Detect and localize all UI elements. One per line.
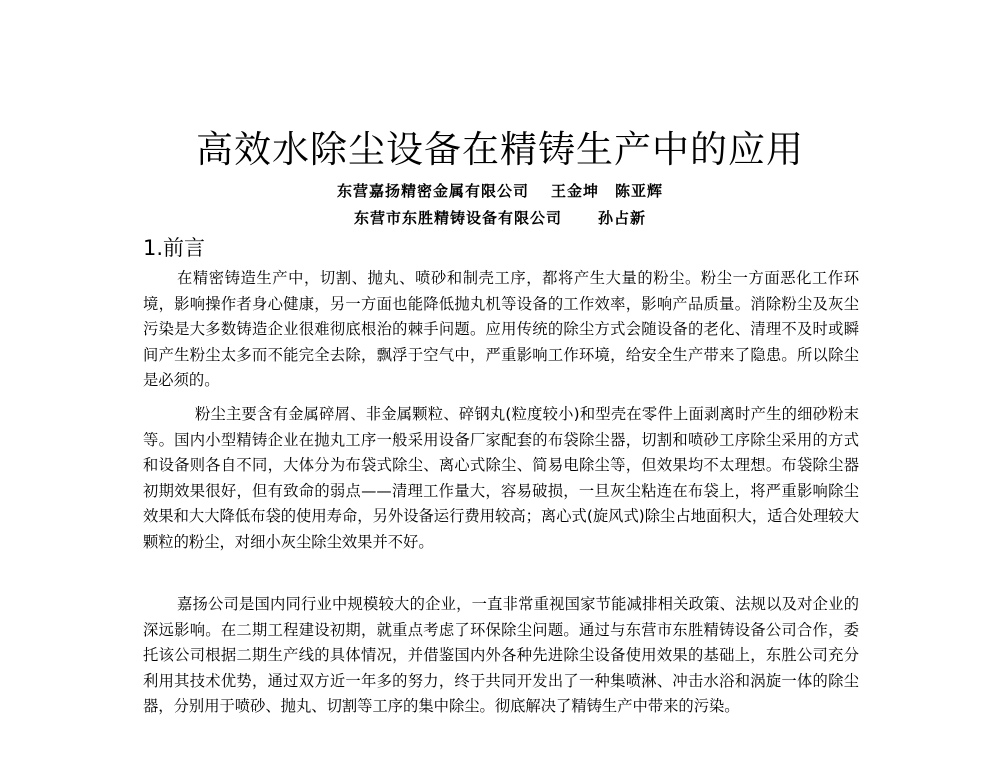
article-title: 高效水除尘设备在精铸生产中的应用 xyxy=(196,128,804,171)
author-line-1 xyxy=(0,180,1000,202)
author-organization: 东营嘉扬精密金属有限公司 xyxy=(336,182,529,200)
author-names: 孙占新 xyxy=(598,209,647,227)
body-paragraph: 嘉扬公司是国内同行业中规模较大的企业，一直非常重视国家节能减排相关政策、法规以及对企业的深远影响。在二期工程建设初期，就重点考虑了环保除尘问题。通过与东营市东胜精铸设备公司合作，委托该公司根据二期生产线的具体情况，并借鉴国内外各种先进除尘设备使用效果的基础上，东胜公司充分利用其技术优势，通过双方近一年多的努力，终于共同开发出了一种集喷淋、冲击水浴和涡旋一体的除尘器，分别用于喷砂、抛丸、切割等工序的集中除尘。彻底解决了精铸生产中带来的污染。 xyxy=(143,595,859,716)
author-names: 王金坤 陈亚辉 xyxy=(551,182,664,200)
author-organization: 东营市东胜精铸设备有限公司 xyxy=(353,209,562,227)
section-heading: 1.前言 xyxy=(143,236,206,260)
body-paragraph: 在精密铸造生产中，切割、抛丸、喷砂和制壳工序，都将产生大量的粉尘。粉尘一方面恶化工作环境，影响操作者身心健康，另一方面也能降低抛丸机等设备的工作效率，影响产品质量。消除粉尘及灰尘污染是大多数铸造企业很难彻底根治的棘手问题。应用传统的除尘方式会随设备的老化、清理不及时或瞬间产生粉尘太多而不能完全去除，飘浮于空气中，严重影响工作环境，给安全生产带来了隐患。所以除尘是必须的。 xyxy=(143,269,859,390)
author-line-2 xyxy=(0,207,1000,229)
body-paragraph: 粉尘主要含有金属碎屑、非金属颗粒、碎钢丸(粒度较小)和型壳在零件上面剥离时产生的细砂粉末等。国内小型精铸企业在抛丸工序一般采用设备厂家配套的布袋除尘器，切割和喷砂工序除尘采用的方式和设备则各自不同，大体分为布袋式除尘、离心式除尘、简易电除尘等，但效果均不太理想。布袋除尘器初期效果很好，但有致命的弱点——清理工作量大，容易破损，一旦灰尘粘连在布袋上，将严重影响除尘效果和大大降低布袋的使用寿命，另外设备运行费用较高；离心式(旋风式)除尘占地面积大，适合处理较大颗粒的粉尘，对细小灰尘除尘效果并不好。 xyxy=(143,405,859,551)
